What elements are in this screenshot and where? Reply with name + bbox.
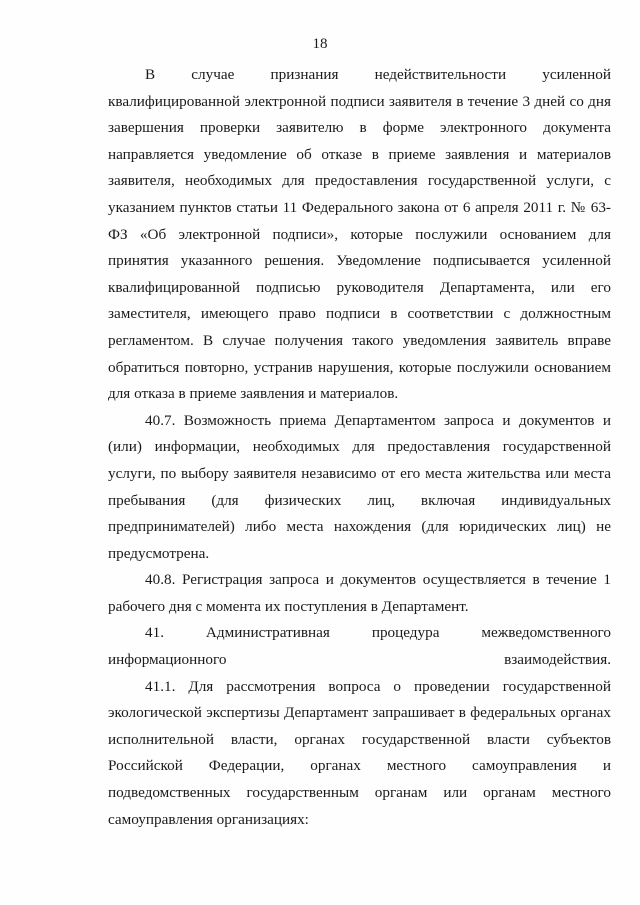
paragraph-41-1: 41.1. Для рассмотрения вопроса о проведении государственной экологической экспертизы Департамент запрашивает в федеральных органах исполнительной власти, органах государственной власти субъектов Российской Федерации, органах местного самоуправления и подведомственных государственным органам или органам местного самоуправления организациях: [108,677,611,828]
paragraph-40-7: 40.7. Возможность приема Департаментом запроса и документов и (или) информации, необходимых для предоставления государственной услуги, по выбору заявителя независимо от его места жительства или места пребывания (для физических лиц, включая индивидуальных предпринимателей) либо места нахождения (для юридических лиц) не предусмотрена. [108,411,611,562]
page-number: 18 [312,36,328,52]
paragraph-40-8: 40.8. Регистрация запроса и документов осуществляется в течение 1 рабочего дня с момента их поступления в Департамент. [108,571,611,615]
paragraph-signature-invalid-notice: В случае признания недействительности усиленной квалифицированной электронной подписи заявителя в течение 3 дней со дня завершения проверки заявителю в форме электронного документа направляется уведомление об отказе в приеме заявления и материалов заявителя, необходимых для предоставления государственной услуги, с указанием пунктов статьи 11 Федерального закона от 6 апреля 2011 г. № 63-ФЗ «Об электронной подписи», которые послужили основанием для принятия указанного решения. Уведомление подписывается усиленной квалифицированной подписью руководителя Департамента, или его заместителя, имеющего право подписи в соответствии с должностным регламентом. В случае получения такого уведомления заявитель вправе обратиться повторно, устранив нарушения, которые послужили основанием для отказа в приеме заявления и материалов. [108,66,611,403]
document-body [108,62,611,833]
section-heading-41: 41. Административная процедура межведомственного информационного взаимодействия. [108,624,611,669]
